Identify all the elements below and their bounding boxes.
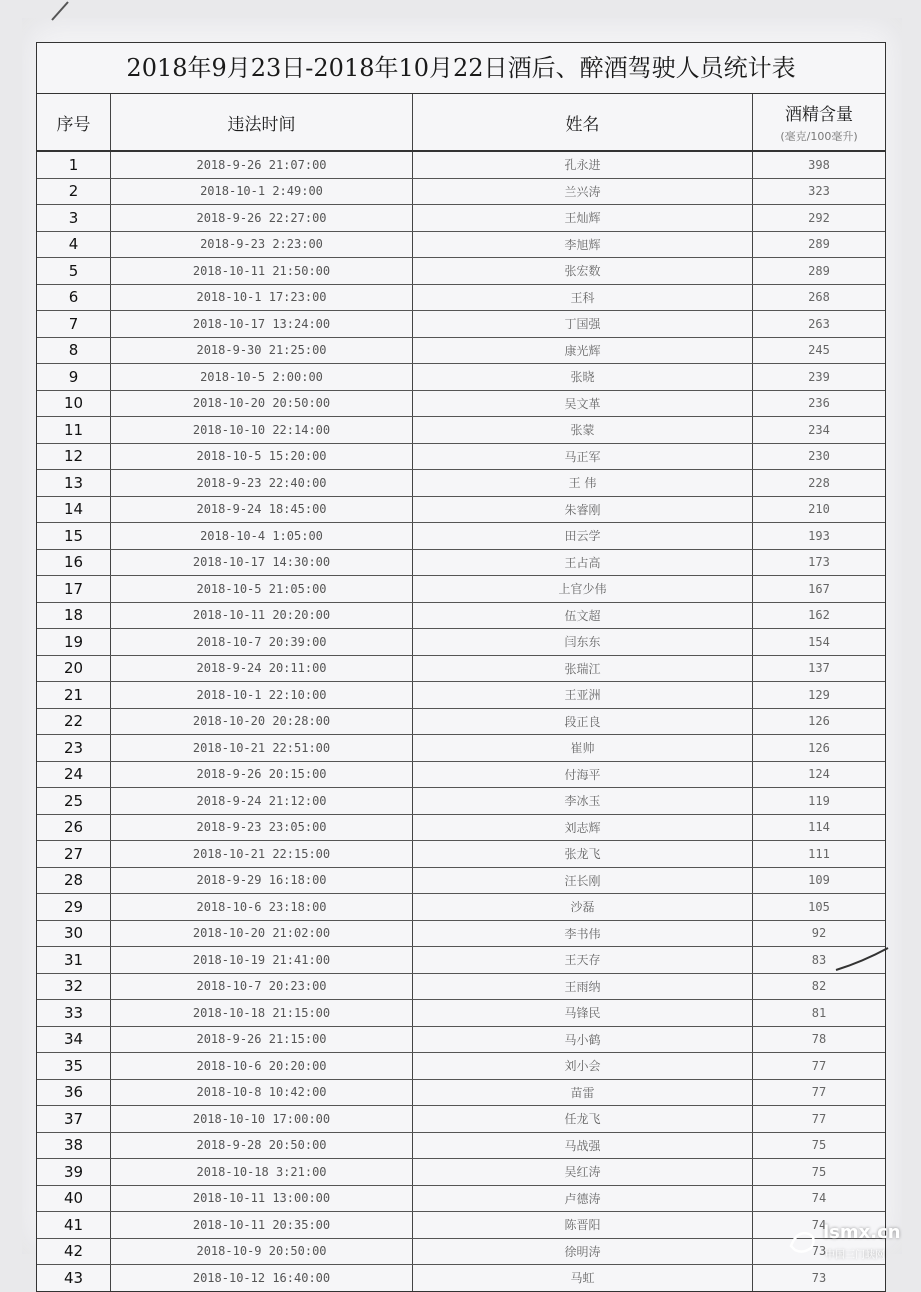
- table-row: [37, 1186, 885, 1213]
- check-mark-annotation: [832, 944, 892, 974]
- cell-name: 任龙飞: [413, 1106, 753, 1132]
- cell-time: 2018-10-12 16:40:00: [111, 1265, 413, 1291]
- header-alcohol: [753, 94, 885, 150]
- cell-time: 2018-10-20 20:50:00: [111, 391, 413, 417]
- cell-name: 王 伟: [413, 470, 753, 496]
- cell-seq: 4: [37, 232, 111, 258]
- table-row: [37, 1080, 885, 1107]
- cell-name: 丁国强: [413, 311, 753, 337]
- table-row: [37, 947, 885, 974]
- cell-time: 2018-10-4 1:05:00: [111, 523, 413, 549]
- table-row: [37, 1265, 885, 1291]
- table-row: [37, 841, 885, 868]
- cell-name: 王天存: [413, 947, 753, 973]
- watermark-logo-icon: [787, 1226, 821, 1256]
- cell-seq: 36: [37, 1080, 111, 1106]
- table-row: [37, 311, 885, 338]
- cell-name: 张晓: [413, 364, 753, 390]
- cell-time: 2018-9-29 16:18:00: [111, 868, 413, 894]
- header-time: 违法时间: [111, 94, 413, 150]
- table-row: [37, 1159, 885, 1186]
- cell-time: 2018-10-17 13:24:00: [111, 311, 413, 337]
- cell-name: 段正良: [413, 709, 753, 735]
- cell-name: 孔永进: [413, 152, 753, 178]
- cell-name: 汪长刚: [413, 868, 753, 894]
- table-body: [37, 152, 885, 1291]
- cell-seq: 3: [37, 205, 111, 231]
- cell-seq: 24: [37, 762, 111, 788]
- cell-alcohol: 109: [808, 873, 830, 888]
- table-row: [37, 470, 885, 497]
- cell-seq: 40: [37, 1186, 111, 1212]
- cell-name: 沙磊: [413, 894, 753, 920]
- cell-alcohol: 75: [811, 1138, 827, 1153]
- table-row: [37, 682, 885, 709]
- table-row: [37, 258, 885, 285]
- table-row: [37, 868, 885, 895]
- header-alcohol-label: 酒精含量: [785, 105, 853, 125]
- cell-seq: 5: [37, 258, 111, 284]
- table-row: [37, 338, 885, 365]
- cell-name: 张瑞江: [413, 656, 753, 682]
- table-row: [37, 576, 885, 603]
- cell-seq: 35: [37, 1053, 111, 1079]
- cell-alcohol: 228: [808, 475, 830, 490]
- cell-alcohol: 137: [808, 661, 830, 676]
- cell-time: 2018-10-18 3:21:00: [111, 1159, 413, 1185]
- cell-seq: 14: [37, 497, 111, 523]
- cell-alcohol: 73: [811, 1270, 827, 1285]
- cell-name: 闫东东: [413, 629, 753, 655]
- cell-seq: 26: [37, 815, 111, 841]
- cell-alcohol: 167: [808, 581, 830, 596]
- table-row: [37, 285, 885, 312]
- table-row: [37, 974, 885, 1001]
- cell-seq: 27: [37, 841, 111, 867]
- cell-name: 马锋民: [413, 1000, 753, 1026]
- cell-time: 2018-10-1 17:23:00: [111, 285, 413, 311]
- table-row: [37, 497, 885, 524]
- cell-name: 王雨纳: [413, 974, 753, 1000]
- table-row: [37, 921, 885, 948]
- cell-name: 付海平: [413, 762, 753, 788]
- cell-alcohol: 126: [808, 714, 830, 729]
- table-row: [37, 735, 885, 762]
- header-seq: 序号: [37, 94, 111, 150]
- cell-time: 2018-10-6 20:20:00: [111, 1053, 413, 1079]
- cell-seq: 38: [37, 1133, 111, 1159]
- table-row: [37, 894, 885, 921]
- cell-name: 李冰玉: [413, 788, 753, 814]
- cell-time: 2018-10-8 10:42:00: [111, 1080, 413, 1106]
- cell-name: 马战强: [413, 1133, 753, 1159]
- cell-alcohol: 81: [811, 1005, 827, 1020]
- table-row: [37, 1212, 885, 1239]
- cell-alcohol: 210: [808, 502, 830, 517]
- cell-time: 2018-9-26 20:15:00: [111, 762, 413, 788]
- table-row: [37, 391, 885, 418]
- table-row: [37, 550, 885, 577]
- cell-seq: 32: [37, 974, 111, 1000]
- cell-time: 2018-10-7 20:39:00: [111, 629, 413, 655]
- cell-alcohol: 119: [808, 793, 830, 808]
- cell-seq: 1: [37, 152, 111, 178]
- table-row: [37, 629, 885, 656]
- cell-alcohol: 154: [808, 634, 830, 649]
- table-row: [37, 1133, 885, 1160]
- cell-time: 2018-10-11 21:50:00: [111, 258, 413, 284]
- cell-time: 2018-10-1 2:49:00: [111, 179, 413, 205]
- cell-alcohol: 78: [811, 1032, 827, 1047]
- cell-name: 张龙飞: [413, 841, 753, 867]
- header-alcohol-unit: (毫克/100毫升): [780, 130, 858, 143]
- table-row: [37, 364, 885, 391]
- table-row: [37, 417, 885, 444]
- cell-time: 2018-9-28 20:50:00: [111, 1133, 413, 1159]
- statistics-table: [36, 42, 886, 1292]
- cell-seq: 20: [37, 656, 111, 682]
- cell-time: 2018-9-24 21:12:00: [111, 788, 413, 814]
- cell-seq: 13: [37, 470, 111, 496]
- cell-seq: 21: [37, 682, 111, 708]
- cell-time: 2018-9-23 2:23:00: [111, 232, 413, 258]
- cell-alcohol: 236: [808, 396, 830, 411]
- table-row: [37, 788, 885, 815]
- pen-stroke-mark: [50, 0, 80, 22]
- cell-seq: 10: [37, 391, 111, 417]
- cell-name: 卢德涛: [413, 1186, 753, 1212]
- cell-name: 崔帅: [413, 735, 753, 761]
- cell-name: 吴红涛: [413, 1159, 753, 1185]
- cell-name: 王占高: [413, 550, 753, 576]
- table-row: [37, 152, 885, 179]
- cell-time: 2018-10-17 14:30:00: [111, 550, 413, 576]
- cell-time: 2018-10-5 2:00:00: [111, 364, 413, 390]
- cell-seq: 12: [37, 444, 111, 470]
- cell-seq: 30: [37, 921, 111, 947]
- cell-name: 王科: [413, 285, 753, 311]
- cell-time: 2018-10-10 22:14:00: [111, 417, 413, 443]
- cell-alcohol: 114: [808, 820, 830, 835]
- cell-name: 徐明涛: [413, 1239, 753, 1265]
- table-row: [37, 815, 885, 842]
- cell-seq: 33: [37, 1000, 111, 1026]
- cell-name: 李书伟: [413, 921, 753, 947]
- cell-alcohol: 289: [808, 263, 830, 278]
- cell-seq: 37: [37, 1106, 111, 1132]
- cell-name: 康光辉: [413, 338, 753, 364]
- cell-time: 2018-9-26 21:07:00: [111, 152, 413, 178]
- cell-time: 2018-10-5 15:20:00: [111, 444, 413, 470]
- table-row: [37, 179, 885, 206]
- cell-alcohol: 289: [808, 237, 830, 252]
- cell-name: 田云学: [413, 523, 753, 549]
- cell-alcohol: 292: [808, 210, 830, 225]
- cell-seq: 16: [37, 550, 111, 576]
- table-row: [37, 656, 885, 683]
- table-row: [37, 232, 885, 259]
- table-title: 2018年9月23日-2018年10月22日酒后、醉酒驾驶人员统计表: [37, 43, 885, 94]
- table-row: [37, 1027, 885, 1054]
- cell-seq: 7: [37, 311, 111, 337]
- cell-alcohol: 323: [808, 184, 830, 199]
- cell-alcohol: 77: [811, 1085, 827, 1100]
- cell-name: 上官少伟: [413, 576, 753, 602]
- table-row: [37, 762, 885, 789]
- cell-time: 2018-10-7 20:23:00: [111, 974, 413, 1000]
- cell-alcohol: 398: [808, 157, 830, 172]
- cell-name: 朱睿刚: [413, 497, 753, 523]
- cell-alcohol: 173: [808, 555, 830, 570]
- cell-seq: 6: [37, 285, 111, 311]
- cell-seq: 2: [37, 179, 111, 205]
- cell-alcohol: 77: [811, 1058, 827, 1073]
- cell-alcohol: 268: [808, 290, 830, 305]
- cell-name: 刘小会: [413, 1053, 753, 1079]
- cell-time: 2018-10-21 22:51:00: [111, 735, 413, 761]
- cell-time: 2018-10-18 21:15:00: [111, 1000, 413, 1026]
- cell-alcohol: 105: [808, 899, 830, 914]
- cell-time: 2018-9-23 23:05:00: [111, 815, 413, 841]
- watermark-site-name: 中国三门峡网: [825, 1250, 885, 1261]
- cell-seq: 29: [37, 894, 111, 920]
- cell-alcohol: 230: [808, 449, 830, 464]
- cell-name: 陈晋阳: [413, 1212, 753, 1238]
- cell-time: 2018-10-20 21:02:00: [111, 921, 413, 947]
- cell-time: 2018-9-23 22:40:00: [111, 470, 413, 496]
- cell-time: 2018-9-30 21:25:00: [111, 338, 413, 364]
- cell-alcohol: 162: [808, 608, 830, 623]
- cell-name: 伍文超: [413, 603, 753, 629]
- cell-name: 马小鹤: [413, 1027, 753, 1053]
- cell-name: 王亚洲: [413, 682, 753, 708]
- cell-time: 2018-9-26 22:27:00: [111, 205, 413, 231]
- cell-alcohol: 111: [808, 846, 830, 861]
- header-name: 姓名: [413, 94, 753, 150]
- cell-name: 吴文革: [413, 391, 753, 417]
- cell-time: 2018-10-11 20:35:00: [111, 1212, 413, 1238]
- cell-name: 刘志辉: [413, 815, 753, 841]
- table-row: [37, 1053, 885, 1080]
- cell-name: 马虹: [413, 1265, 753, 1291]
- cell-time: 2018-9-24 18:45:00: [111, 497, 413, 523]
- table-row: [37, 444, 885, 471]
- cell-time: 2018-10-6 23:18:00: [111, 894, 413, 920]
- cell-seq: 22: [37, 709, 111, 735]
- table-header-row: [37, 94, 885, 152]
- cell-alcohol: 263: [808, 316, 830, 331]
- cell-alcohol: 126: [808, 740, 830, 755]
- cell-seq: 11: [37, 417, 111, 443]
- cell-name: 苗雷: [413, 1080, 753, 1106]
- cell-alcohol: 245: [808, 343, 830, 358]
- cell-seq: 19: [37, 629, 111, 655]
- cell-time: 2018-10-1 22:10:00: [111, 682, 413, 708]
- table-row: [37, 1239, 885, 1266]
- cell-seq: 42: [37, 1239, 111, 1265]
- cell-seq: 28: [37, 868, 111, 894]
- watermark-domain: lsmx.cn: [823, 1222, 901, 1243]
- site-watermark: [787, 1222, 907, 1262]
- cell-seq: 15: [37, 523, 111, 549]
- cell-seq: 17: [37, 576, 111, 602]
- cell-alcohol: 129: [808, 687, 830, 702]
- cell-time: 2018-10-21 22:15:00: [111, 841, 413, 867]
- cell-seq: 25: [37, 788, 111, 814]
- cell-name: 张宏数: [413, 258, 753, 284]
- cell-name: 兰兴涛: [413, 179, 753, 205]
- cell-alcohol: 193: [808, 528, 830, 543]
- cell-time: 2018-10-20 20:28:00: [111, 709, 413, 735]
- cell-seq: 39: [37, 1159, 111, 1185]
- cell-seq: 41: [37, 1212, 111, 1238]
- cell-alcohol: 83: [811, 952, 827, 967]
- cell-time: 2018-10-10 17:00:00: [111, 1106, 413, 1132]
- table-row: [37, 1106, 885, 1133]
- table-row: [37, 523, 885, 550]
- cell-time: 2018-10-11 20:20:00: [111, 603, 413, 629]
- cell-alcohol: 124: [808, 767, 830, 782]
- cell-name: 王灿辉: [413, 205, 753, 231]
- cell-alcohol: 74: [811, 1217, 827, 1232]
- cell-seq: 9: [37, 364, 111, 390]
- cell-name: 李旭辉: [413, 232, 753, 258]
- cell-name: 马正军: [413, 444, 753, 470]
- cell-seq: 23: [37, 735, 111, 761]
- cell-alcohol: 73: [811, 1244, 827, 1259]
- cell-seq: 8: [37, 338, 111, 364]
- cell-alcohol: 77: [811, 1111, 827, 1126]
- cell-alcohol: 239: [808, 369, 830, 384]
- cell-alcohol: 82: [811, 979, 827, 994]
- cell-alcohol: 74: [811, 1191, 827, 1206]
- table-row: [37, 205, 885, 232]
- cell-time: 2018-10-5 21:05:00: [111, 576, 413, 602]
- cell-seq: 34: [37, 1027, 111, 1053]
- cell-time: 2018-10-11 13:00:00: [111, 1186, 413, 1212]
- cell-seq: 18: [37, 603, 111, 629]
- cell-seq: 31: [37, 947, 111, 973]
- cell-alcohol: 75: [811, 1164, 827, 1179]
- cell-time: 2018-9-24 20:11:00: [111, 656, 413, 682]
- cell-alcohol: 92: [811, 926, 827, 941]
- cell-time: 2018-10-19 21:41:00: [111, 947, 413, 973]
- cell-time: 2018-9-26 21:15:00: [111, 1027, 413, 1053]
- table-row: [37, 603, 885, 630]
- table-row: [37, 709, 885, 736]
- cell-time: 2018-10-9 20:50:00: [111, 1239, 413, 1265]
- table-row: [37, 1000, 885, 1027]
- cell-seq: 43: [37, 1265, 111, 1291]
- cell-alcohol: 234: [808, 422, 830, 437]
- cell-name: 张蒙: [413, 417, 753, 443]
